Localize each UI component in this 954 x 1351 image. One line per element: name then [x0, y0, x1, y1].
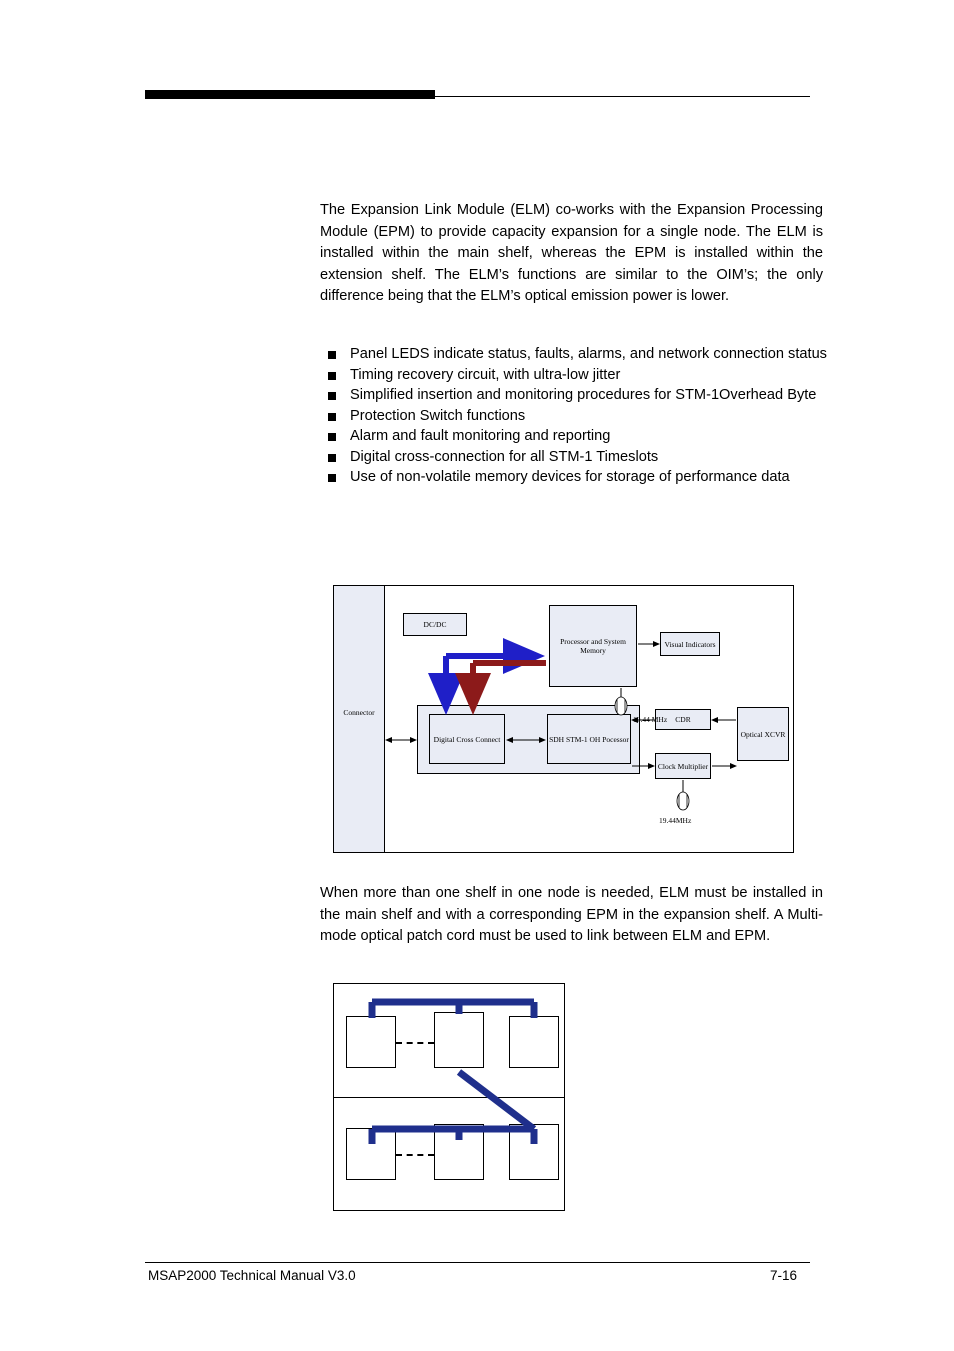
list-item-label: Use of non-volatile memory devices for storage of performance data	[350, 469, 790, 485]
list-item	[326, 386, 831, 406]
optical-patch-cord-link	[334, 984, 566, 1212]
square-bullet-icon	[328, 372, 336, 380]
list-item	[326, 448, 831, 468]
list-item	[326, 468, 831, 488]
osc-top-frequency-label: 19.44 MHz	[633, 715, 668, 724]
square-bullet-icon	[328, 351, 336, 359]
elm-block-diagram	[333, 585, 795, 855]
shelf-description-paragraph: When more than one shelf in one node is needed, ELM must be installed in the main shelf and with a corresponding EPM in the expansion shelf. A Multi-mode optical patch cord must be used to link between ELM and EPM.	[320, 885, 823, 944]
list-item-label: Protection Switch functions	[350, 407, 526, 424]
list-item	[326, 407, 831, 427]
shelf-connection-diagram	[333, 983, 565, 1211]
sdh-processor-label: SDH STM-1 OH Pocessor	[549, 734, 629, 744]
list-item	[326, 366, 831, 386]
list-item-label: Alarm and fault monitoring and reporting	[350, 428, 611, 444]
diagram-connections	[333, 585, 795, 855]
crystal-oscillator-top	[615, 697, 627, 715]
footer-title: MSAP2000 Technical Manual V3.0	[148, 1268, 356, 1283]
connector-label: Connector	[343, 708, 375, 717]
square-bullet-icon	[328, 433, 336, 441]
header-rule-thin	[435, 96, 810, 97]
crystal-oscillator-bottom	[677, 780, 689, 810]
processor-memory-label: Processor and System Memory	[560, 637, 626, 655]
dcdc-label: DC/DC	[423, 620, 447, 629]
optical-xcvr-label: Optical XCVR	[740, 729, 786, 739]
list-item-label: Panel LEDS indicate status, faults, alarms, and network connection status	[350, 346, 827, 362]
square-bullet-icon	[328, 413, 336, 421]
page-header-rule	[145, 90, 810, 102]
list-item	[326, 345, 831, 365]
square-bullet-icon	[328, 454, 336, 462]
page-number: 7-16	[770, 1268, 798, 1283]
osc-bottom-frequency-label: 19.44MHz	[659, 816, 692, 825]
list-item-label: Digital cross-connection for all STM-1 Timeslots	[350, 448, 659, 465]
square-bullet-icon	[328, 474, 336, 482]
clock-multiplier-label: Clock Multiplier	[657, 761, 709, 771]
header-rule-thick	[145, 90, 435, 99]
visual-indicators-label: Visual Indicators	[664, 639, 716, 649]
cdr-label: CDR	[675, 715, 691, 724]
square-bullet-icon	[328, 392, 336, 400]
digital-cross-connect-label: Digital Cross Connect	[433, 734, 501, 744]
list-item	[326, 427, 831, 447]
list-item-label: Timing recovery circuit, with ultra-low jitter	[350, 366, 621, 383]
list-item-label: Simplified insertion and monitoring procedures for STM-1Overhead Byte	[350, 387, 817, 403]
intro-paragraph: The Expansion Link Module (ELM) co-works with the Expansion Processing Module (EPM) to provide capacity expansion for a single node. The ELM is installed within the main shelf, whereas the EPM is installed within the extension shelf. The ELM’s functions are similar to the OIM’s; the only difference being that the ELM’s optical emission power is lower.	[320, 202, 823, 304]
feature-list	[326, 345, 831, 489]
footer-rule	[145, 1262, 810, 1263]
